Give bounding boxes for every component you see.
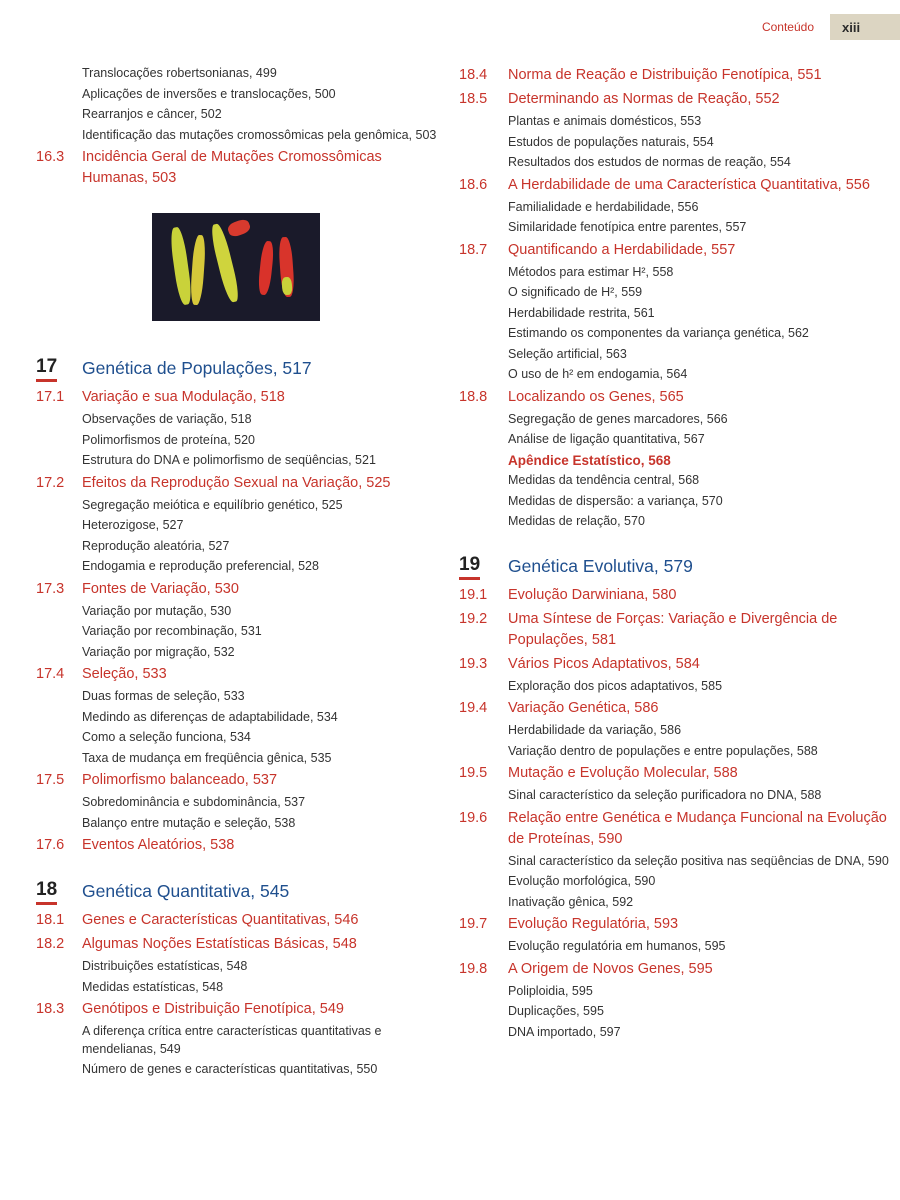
section-title: Incidência Geral de Mutações Cromossômicas Humanas, 503 bbox=[82, 149, 382, 186]
subsection-entry[interactable]: Evolução morfológica, 590 bbox=[508, 874, 656, 888]
section-number: 17.1 bbox=[36, 389, 65, 405]
section-number: 19.8 bbox=[459, 960, 488, 977]
left-column bbox=[0, 62, 445, 1082]
subsection-entry[interactable]: O uso de h² em endogamia, 564 bbox=[508, 367, 688, 381]
section-title: Efeitos da Reprodução Sexual na Variação, 525 bbox=[82, 474, 391, 491]
chapter-number: 17 bbox=[36, 355, 57, 382]
section-entry[interactable] bbox=[455, 609, 900, 651]
section-title: Polimorfismo balanceado, 537 bbox=[82, 772, 278, 788]
section-title: Seleção, 533 bbox=[82, 666, 167, 682]
section-entry[interactable] bbox=[455, 698, 900, 719]
chapter-heading[interactable] bbox=[455, 553, 900, 581]
section-title: Relação entre Genética e Mudança Funcional na Evolução de Proteínas, 590 bbox=[508, 809, 887, 847]
subsection-entry[interactable]: Variação dentro de populações e entre populações, 588 bbox=[508, 743, 818, 758]
chapter-title: Genética Quantitativa, 545 bbox=[82, 881, 290, 901]
subsection-entry[interactable]: Herdabilidade da variação, 586 bbox=[508, 723, 682, 737]
chapter-title: Genética Evolutiva, 579 bbox=[508, 555, 693, 576]
subsection-entry[interactable]: Medidas de dispersão: a variança, 570 bbox=[508, 493, 723, 508]
section-title: Vários Picos Adaptativos, 584 bbox=[508, 655, 700, 672]
subsection-entry[interactable]: Polimorfismos de proteína, 520 bbox=[82, 432, 256, 447]
section-entry[interactable] bbox=[0, 770, 445, 791]
subsection-entry[interactable]: Análise de ligação quantitativa, 567 bbox=[508, 432, 705, 446]
header-page-number: xiii bbox=[830, 14, 900, 40]
subsection-entry[interactable]: Aplicações de inversões e translocações, 500 bbox=[82, 86, 336, 101]
subsection-entry[interactable]: Evolução regulatória em humanos, 595 bbox=[508, 939, 726, 953]
subsection-entry[interactable]: Variação por recombinação, 531 bbox=[82, 624, 262, 638]
subsection-entry[interactable]: Segregação de genes marcadores, 566 bbox=[508, 411, 728, 426]
section-title: Algumas Noções Estatísticas Básicas, 548 bbox=[82, 936, 357, 952]
page-header bbox=[762, 14, 900, 40]
subsection-entry[interactable]: Sinal característico da seleção purificadora no DNA, 588 bbox=[508, 788, 822, 802]
section-entry[interactable] bbox=[0, 910, 445, 931]
section-number: 18.3 bbox=[36, 1001, 65, 1017]
chapter-number: 19 bbox=[459, 553, 480, 580]
subsection-entry[interactable]: Variação por migração, 532 bbox=[82, 644, 235, 659]
section-entry[interactable] bbox=[0, 147, 445, 189]
section-entry[interactable] bbox=[455, 654, 900, 675]
chapter-title: Genética de Populações, 517 bbox=[82, 358, 312, 378]
section-title: Quantificando a Herdabilidade, 557 bbox=[508, 241, 736, 258]
section-title: Variação e sua Modulação, 518 bbox=[82, 389, 285, 405]
section-title: Genótipos e Distribuição Fenotípica, 549 bbox=[82, 1001, 344, 1017]
section-entry[interactable] bbox=[455, 387, 900, 408]
subsection-entry[interactable]: Sobredominância e subdominância, 537 bbox=[82, 795, 306, 809]
section-number: 19.6 bbox=[459, 809, 488, 826]
section-number: 17.2 bbox=[36, 474, 65, 491]
subsection-entry[interactable]: Identificação das mutações cromossômicas pela genômica, 503 bbox=[82, 127, 437, 142]
section-title: Mutação e Evolução Molecular, 588 bbox=[508, 765, 738, 781]
subsection-entry[interactable]: Como a seleção funciona, 534 bbox=[82, 730, 251, 744]
subsection-entry[interactable]: Estrutura do DNA e polimorfismo de seqüências, 521 bbox=[82, 453, 376, 467]
section-entry[interactable] bbox=[0, 579, 445, 600]
subsection-entry[interactable]: Seleção artificial, 563 bbox=[508, 346, 627, 361]
subsection-entry[interactable]: Estimando os componentes da variança genética, 562 bbox=[508, 326, 809, 340]
section-number: 17.6 bbox=[36, 837, 65, 853]
subsection-entry[interactable]: Taxa de mudança em freqüência gênica, 535 bbox=[82, 750, 332, 765]
subsection-entry[interactable]: Inativação gênica, 592 bbox=[508, 894, 634, 909]
section-title: Variação Genética, 586 bbox=[508, 700, 659, 716]
subsection-entry[interactable]: Segregação meiótica e equilíbrio genético, 525 bbox=[82, 497, 343, 512]
subsection-entry[interactable]: Similaridade fenotípica entre parentes, 557 bbox=[508, 220, 747, 234]
section-number: 18.1 bbox=[36, 912, 65, 928]
section-entry[interactable] bbox=[455, 89, 900, 110]
subsection-entry[interactable]: Observações de variação, 518 bbox=[82, 412, 252, 426]
section-entry[interactable] bbox=[0, 387, 445, 408]
left-bottom-list bbox=[0, 355, 445, 1079]
section-entry[interactable] bbox=[0, 934, 445, 955]
section-title: Norma de Reação e Distribuição Fenotípica, 551 bbox=[508, 67, 822, 83]
subsection-entry[interactable]: Medidas estatísticas, 548 bbox=[82, 979, 224, 994]
subsection-entry[interactable]: Familialidade e herdabilidade, 556 bbox=[508, 199, 699, 214]
subsection-entry[interactable]: Resultados dos estudos de normas de reação, 554 bbox=[508, 155, 791, 169]
subsection-entry[interactable]: Heterozigose, 527 bbox=[82, 518, 184, 532]
section-title: Evolução Regulatória, 593 bbox=[508, 916, 679, 932]
section-number: 19.7 bbox=[459, 916, 488, 932]
section-number: 17.3 bbox=[36, 580, 65, 597]
subsection-entry[interactable]: Métodos para estimar H², 558 bbox=[508, 264, 674, 279]
section-entry[interactable] bbox=[455, 959, 900, 980]
subsection-entry[interactable]: Duplicações, 595 bbox=[508, 1004, 604, 1018]
chapter-number: 18 bbox=[36, 878, 57, 905]
section-entry[interactable] bbox=[455, 240, 900, 261]
section-entry[interactable] bbox=[0, 999, 445, 1020]
subsection-entry[interactable]: Distribuições estatísticas, 548 bbox=[82, 959, 248, 973]
section-entry[interactable] bbox=[455, 808, 900, 850]
right-list bbox=[455, 65, 900, 1041]
subsection-entry[interactable]: Medindo as diferenças de adaptabilidade, 534 bbox=[82, 709, 338, 724]
section-entry[interactable] bbox=[0, 664, 445, 685]
subsection-entry[interactable]: Rearranjos e câncer, 502 bbox=[82, 107, 222, 121]
left-top-list bbox=[0, 65, 445, 189]
section-entry[interactable] bbox=[455, 175, 900, 196]
section-title: Determinando as Normas de Reação, 552 bbox=[508, 91, 780, 107]
section-title: Fontes de Variação, 530 bbox=[82, 580, 239, 597]
section-entry[interactable] bbox=[455, 65, 900, 86]
section-title: Uma Síntese de Forças: Variação e Divergência de Populações, 581 bbox=[508, 610, 838, 648]
section-title: A Origem de Novos Genes, 595 bbox=[508, 960, 713, 977]
section-title: A Herdabilidade de uma Característica Quantitativa, 556 bbox=[508, 176, 870, 193]
section-number: 17.4 bbox=[36, 666, 65, 682]
section-number: 19.2 bbox=[459, 610, 488, 627]
subsection-entry[interactable]: Translocações robertsonianas, 499 bbox=[82, 66, 277, 80]
section-number: 19.1 bbox=[459, 586, 488, 603]
chapter-heading[interactable] bbox=[0, 878, 445, 906]
subsection-entry[interactable]: Medidas da tendência central, 568 bbox=[508, 473, 700, 487]
subsection-entry[interactable]: A diferença crítica entre características quantitativas e mendelianas, 549 bbox=[82, 1024, 382, 1056]
section-number: 18.5 bbox=[459, 91, 488, 107]
subsection-entry[interactable]: Número de genes e características quantitativas, 550 bbox=[82, 1062, 378, 1076]
subsection-entry[interactable]: Sinal característico da seleção positiva nas seqüências de DNA, 590 bbox=[508, 853, 889, 868]
section-title: Genes e Características Quantitativas, 546 bbox=[82, 912, 359, 928]
section-number: 17.5 bbox=[36, 772, 65, 788]
section-title: Evolução Darwiniana, 580 bbox=[508, 586, 677, 603]
section-number: 16.3 bbox=[36, 149, 65, 165]
section-entry[interactable] bbox=[455, 914, 900, 935]
subsection-entry[interactable]: Exploração dos picos adaptativos, 585 bbox=[508, 678, 723, 693]
section-title: Localizando os Genes, 565 bbox=[508, 388, 684, 405]
section-title: Eventos Aleatórios, 538 bbox=[82, 837, 235, 853]
chromosome-photo bbox=[152, 213, 320, 321]
section-number: 18.6 bbox=[459, 176, 488, 193]
chapter-heading[interactable] bbox=[0, 355, 445, 383]
section-number: 19.5 bbox=[459, 765, 488, 781]
section-number: 18.4 bbox=[459, 67, 488, 83]
subsection-entry[interactable]: Balanço entre mutação e seleção, 538 bbox=[82, 815, 296, 830]
appendix-entry[interactable]: Apêndice Estatístico, 568 bbox=[508, 452, 671, 468]
subsection-entry[interactable]: DNA importado, 597 bbox=[508, 1024, 621, 1039]
subsection-entry[interactable]: Variação por mutação, 530 bbox=[82, 603, 232, 618]
subsection-entry[interactable]: Medidas de relação, 570 bbox=[508, 514, 645, 528]
subsection-entry[interactable]: Reprodução aleatória, 527 bbox=[82, 538, 230, 553]
section-entry[interactable] bbox=[0, 473, 445, 494]
section-number: 19.3 bbox=[459, 655, 488, 672]
section-entry[interactable] bbox=[455, 585, 900, 606]
section-entry[interactable] bbox=[0, 835, 445, 856]
header-section-label: Conteúdo bbox=[761, 20, 814, 34]
subsection-entry[interactable]: O significado de H², 559 bbox=[508, 285, 643, 299]
right-column bbox=[455, 62, 900, 1044]
subsection-entry[interactable]: Duas formas de seleção, 533 bbox=[82, 689, 245, 703]
section-number: 19.4 bbox=[459, 700, 488, 716]
subsection-entry[interactable]: Plantas e animais domésticos, 553 bbox=[508, 114, 702, 128]
subsection-entry[interactable]: Herdabilidade restrita, 561 bbox=[508, 305, 655, 320]
subsection-entry[interactable]: Poliploidia, 595 bbox=[508, 983, 593, 998]
subsection-entry[interactable]: Endogamia e reprodução preferencial, 528 bbox=[82, 559, 319, 573]
section-number: 18.2 bbox=[36, 936, 65, 952]
section-number: 18.8 bbox=[459, 388, 488, 405]
section-number: 18.7 bbox=[459, 241, 488, 258]
section-entry[interactable] bbox=[455, 763, 900, 784]
subsection-entry[interactable]: Estudos de populações naturais, 554 bbox=[508, 134, 714, 149]
